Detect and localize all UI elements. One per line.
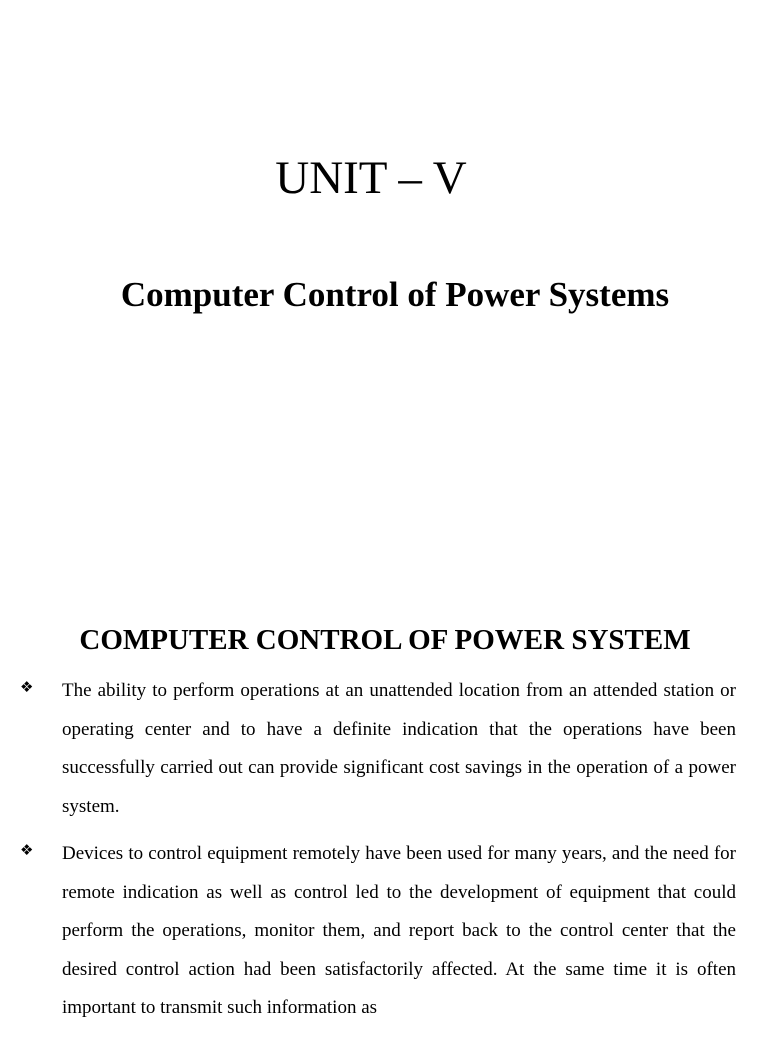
list-item — [0, 835, 736, 1028]
bullet-text: The ability to perform operations at an unattended location from an attended station or operating center and to have a definite indication that the operations have been successfully carried out can provide significant cost savings in the operation of a power system. — [62, 680, 736, 817]
unit-title: UNIT – V — [275, 152, 467, 204]
section-heading: COMPUTER CONTROL OF POWER SYSTEM — [79, 624, 691, 656]
bullet-text: Devices to control equipment remotely have been used for many years, and the need for remote indication as well as control led to the development of equipment that could perform the operations, monitor them, and report back to the control center that the desired control action had been satisfactorily affected. At the same time it is often important to transmit such information as — [62, 843, 736, 1018]
list-item — [0, 672, 736, 826]
diamond-bullet-icon: ❖ — [20, 841, 34, 859]
unit-subtitle: Computer Control of Power Systems — [120, 275, 670, 314]
bullet-list — [0, 672, 768, 1037]
diamond-bullet-icon: ❖ — [20, 678, 34, 696]
